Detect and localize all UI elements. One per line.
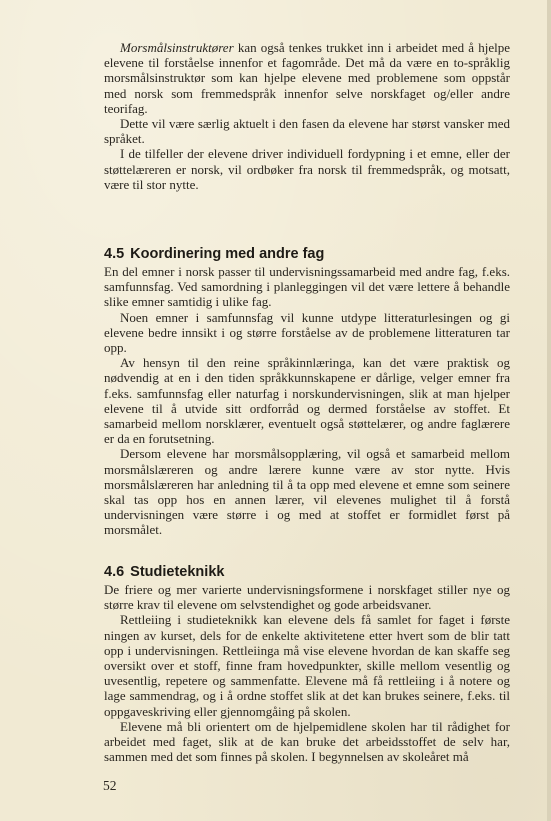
page-edge: [547, 0, 551, 821]
section-paragraph: Rettleiing i studieteknikk kan elevene dels få samlet for faget i første ningen av kurset, dels for de enkelte aktivitetene etter hvert som de blir tatt opp i undervisningen. Rettleiinga må vise elevene hvordan de kan skaffe seg oversikt over et stoff, finne fram hovedpunkter, skille mellom vesentlig og uvesentlig, repetere og sammenfatte. Elevene må få rettleiing i å notere og lage sammendrag, og i å ordne stoffet slik at det kan brukes seinere, f.eks. til oppgaveskriving eller gjennomgåing på skolen.: [104, 612, 510, 719]
section-paragraph: Dersom elevene har morsmålsopplæring, vil også et samarbeid mellom morsmålslæreren og andre lærere kunne være av stor nytte. Hvis morsmålslæreren har anledning til å ta opp med elevene et emne som seinere skal tas opp hos en annen lærer, vil elevenes mulighet til å forstå undervisningen være større i og med at stoffet er formidlet først på morsmålet.: [104, 446, 510, 538]
section-body: [104, 264, 510, 538]
section-heading: [104, 564, 224, 580]
section-paragraph: Elevene må bli orientert om de hjelpemidlene skolen har til rådighet for arbeidet med faget, slik at de kan bruke det arbeidsstoffet de selv har, sammen med det som finnes på skolen. I begynnelsen av skoleåret må: [104, 718, 510, 765]
section-paragraph: En del emner i norsk passer til undervisningssamarbeid med andre fag, f.eks. samfunnsfag. Ved samordning i planleggingen vil det være lettere å behandle slike emner samtidig i ulike fag.: [104, 264, 510, 310]
section-number: 4.6: [104, 564, 125, 580]
section-title: Studieteknikk: [130, 564, 225, 580]
section-title: Koordinering med andre fag: [130, 246, 325, 262]
intro-paragraph-body: kan også tenkes trukket inn i arbeidet med å hjelpe elevene til forståelse innenfor et fagområde. Det må da være en to-språklig morsmålsinstruktør som kan hjelpe elevene med problemene som oppstår med norsk som fremmedspråk innenfor selve norskfaget og/eller andre teorifag.: [104, 40, 510, 116]
section-number: 4.5: [104, 246, 125, 262]
intro-paragraph: I de tilfeller der elevene driver individuell fordypning i et emne, eller der støttelæreren er norsk, vil ordbøker fra norsk til fremmedspråk, og motsatt, være til stor nytte.: [104, 146, 510, 192]
intro-paragraph: [104, 40, 510, 116]
intro-paragraph: Dette vil være særlig aktuelt i den fasen da elevene har størst vansker med språket.: [104, 116, 510, 147]
section-heading: [104, 246, 324, 262]
intro-lead-term: Morsmålsinstruktører: [120, 40, 234, 55]
page-number: 52: [103, 778, 117, 793]
section-paragraph: Av hensyn til den reine språkinnlæringa, kan det være praktisk og nødvendig at en i den tiden språkkunnskapene er dårlige, velger emner fra f.eks. samfunnsfag eller naturfag i norskundervisningen, slik at man hjelper elevene til å utvide sitt ordforråd og dermed forståelse av stoffet. Et samarbeid mellom norsklærer, eventuelt også støttelærer, og andre faglærere er da en forutsetning.: [104, 355, 510, 447]
section-paragraph: Noen emner i samfunnsfag vil kunne utdype litteraturlesingen og gi elevene bedre innsikt i og større forståelse av de problemene litteraturen tar opp.: [104, 309, 510, 356]
section-body: [104, 582, 510, 764]
intro-text: [104, 40, 510, 192]
section-paragraph: De friere og mer varierte undervisningsformene i norskfaget stiller nye og større krav til elevene om selvstendighet og gode arbeidsvaner.: [104, 582, 510, 613]
